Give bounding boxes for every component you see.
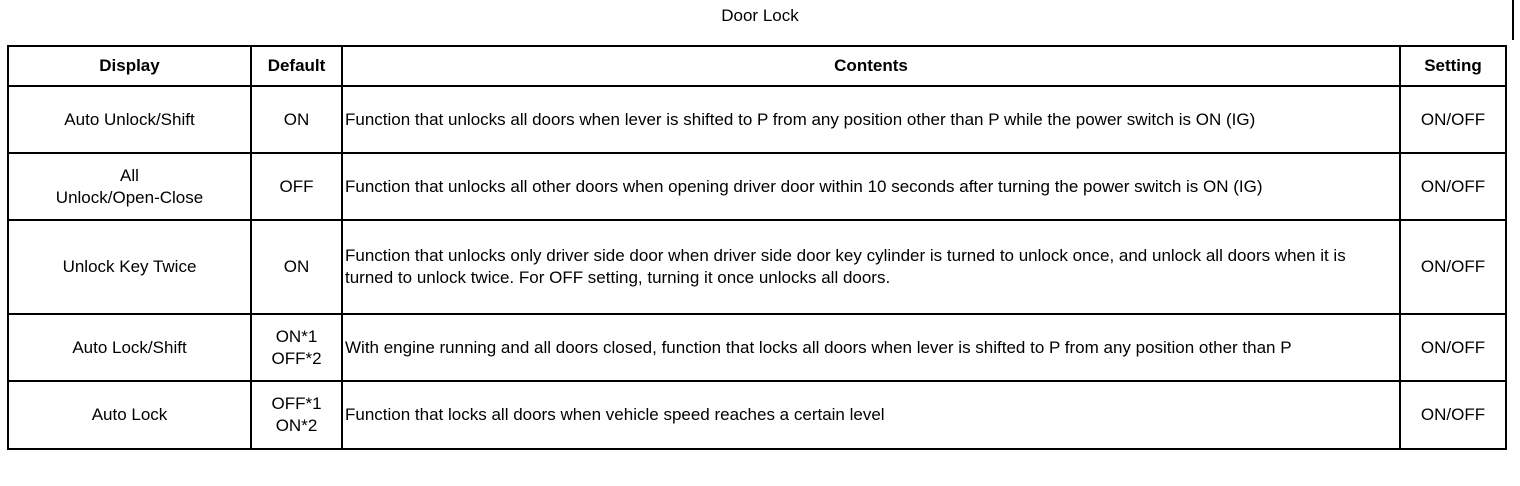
cell-contents: Function that unlocks all other doors when opening driver door within 10 seconds after turning the power switch is ON (IG): [342, 153, 1400, 220]
cell-default: OFF*1 ON*2: [251, 381, 342, 449]
table-row: [8, 314, 1506, 381]
cell-setting: ON/OFF: [1400, 153, 1506, 220]
table-header-row: [8, 46, 1506, 86]
cell-display: All Unlock/Open-Close: [8, 153, 251, 220]
table-row: [8, 381, 1506, 449]
cell-setting: ON/OFF: [1400, 314, 1506, 381]
cell-contents: Function that unlocks all doors when lever is shifted to P from any position other than P while the power switch is ON (IG): [342, 86, 1400, 153]
cell-display: Auto Lock: [8, 381, 251, 449]
cell-default: OFF: [251, 153, 342, 220]
cell-setting: ON/OFF: [1400, 86, 1506, 153]
header-default: Default: [251, 46, 342, 86]
header-contents: Contents: [342, 46, 1400, 86]
cell-contents: Function that unlocks only driver side door when driver side door key cylinder is turned to unlock once, and unlock all doors when it is turned to unlock twice. For OFF setting, turning it once unlocks all doors.: [342, 220, 1400, 314]
cell-default: ON*1 OFF*2: [251, 314, 342, 381]
table-row: [8, 220, 1506, 314]
cell-default: ON: [251, 86, 342, 153]
cell-display: Auto Lock/Shift: [8, 314, 251, 381]
table-row: [8, 86, 1506, 153]
table-row: [8, 153, 1506, 220]
header-display: Display: [8, 46, 251, 86]
cell-setting: ON/OFF: [1400, 381, 1506, 449]
cell-default: ON: [251, 220, 342, 314]
cell-contents: With engine running and all doors closed, function that locks all doors when lever is shifted to P from any position other than P: [342, 314, 1400, 381]
door-lock-settings-table: [7, 45, 1507, 450]
cell-contents: Function that locks all doors when vehicle speed reaches a certain level: [342, 381, 1400, 449]
cell-display: Auto Unlock/Shift: [8, 86, 251, 153]
cell-display: Unlock Key Twice: [8, 220, 251, 314]
page-title: Door Lock: [721, 6, 799, 25]
header-setting: Setting: [1400, 46, 1506, 86]
cell-setting: ON/OFF: [1400, 220, 1506, 314]
